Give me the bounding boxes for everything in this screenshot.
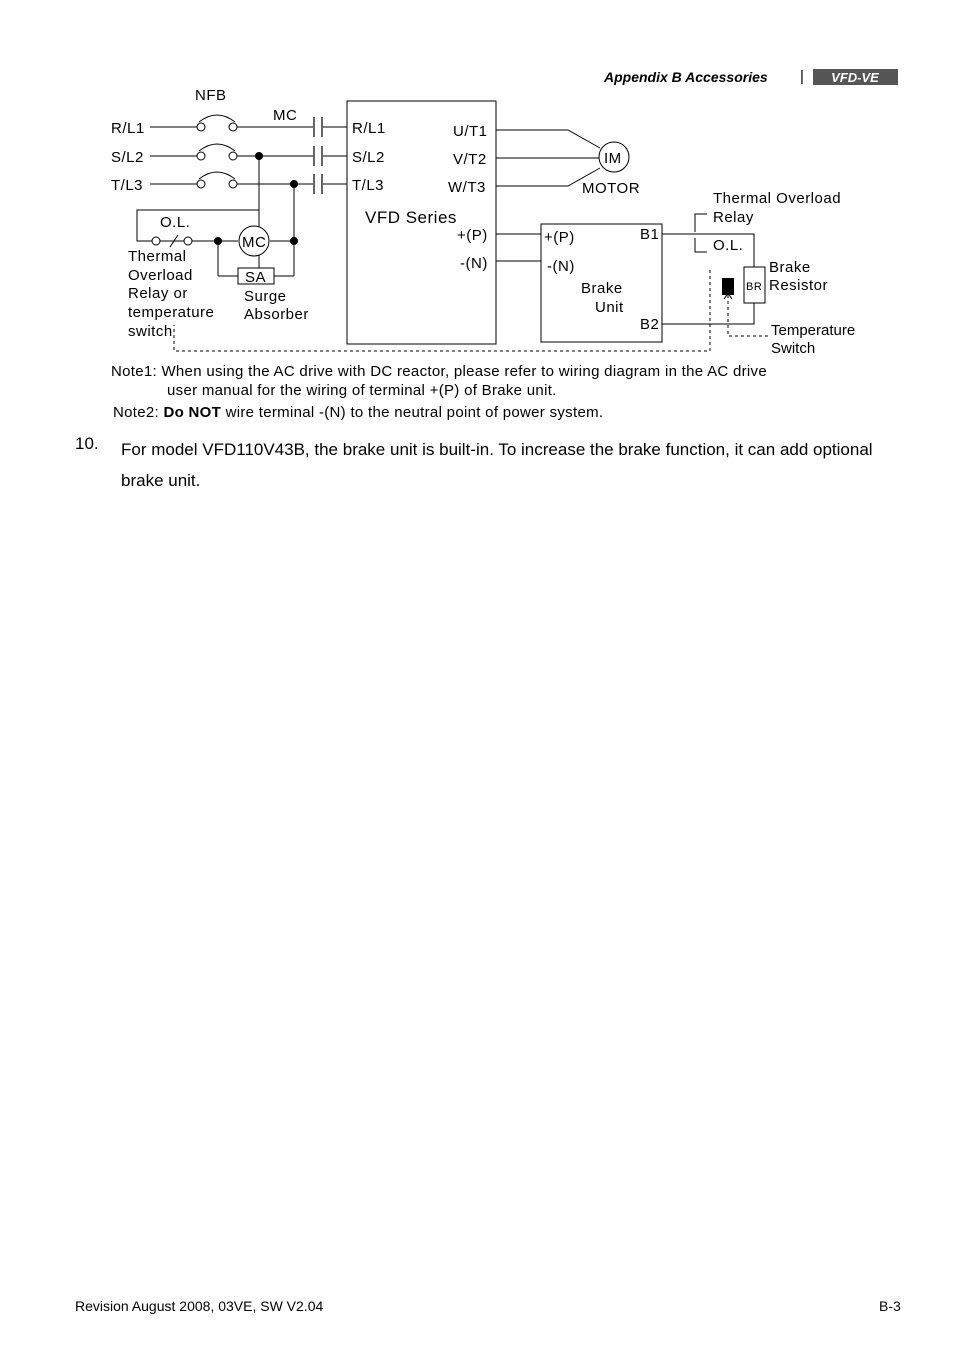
label-ol-right: O.L.	[713, 237, 744, 254]
label-ol-left: O.L.	[160, 214, 191, 231]
label-bu-name-1: Brake	[581, 280, 623, 297]
label-vfd-p: +(P)	[457, 227, 488, 244]
label-vfd-tl3: T/L3	[352, 177, 385, 194]
nfb-breaker	[197, 115, 237, 188]
label-bu-n: -(N)	[547, 258, 575, 275]
label-vfd-rl1: R/L1	[352, 120, 386, 137]
label-nfb: NFB	[195, 87, 227, 104]
label-mc-coil: MC	[242, 234, 267, 251]
label-motor: MOTOR	[582, 180, 641, 197]
label-vfd-sl2: S/L2	[352, 149, 385, 166]
label-thermal-5: switch	[128, 323, 173, 340]
label-br: BR	[746, 281, 763, 293]
label-surge-1: Surge	[244, 288, 287, 305]
label-thermal-2: Overload	[128, 267, 193, 284]
label-vfd-series: VFD Series	[365, 208, 457, 227]
note1-line1: Note1: When using the AC drive with DC reactor, please refer to wiring diagram in the AC drive	[111, 363, 767, 380]
label-bu-b1: B1	[640, 226, 660, 243]
note2	[113, 404, 603, 421]
label-thermal-3: Relay or	[128, 285, 188, 302]
label-sl2-in: S/L2	[111, 149, 144, 166]
label-thermal-1: Thermal	[128, 248, 187, 265]
label-bu-p: +(P)	[544, 229, 575, 246]
header-section-title: Appendix B Accessories	[604, 69, 768, 85]
label-bu-name-2: Unit	[595, 299, 624, 316]
label-sa: SA	[245, 269, 267, 286]
label-mc-top: MC	[273, 107, 298, 124]
label-br-2: Resistor	[769, 277, 829, 294]
item-number: 10.	[75, 434, 99, 453]
note2-prefix: Note2:	[113, 404, 164, 421]
label-vfd-n: -(N)	[460, 255, 488, 272]
label-surge-2: Absorber	[244, 306, 309, 323]
label-tl3-in: T/L3	[111, 177, 144, 194]
label-ts-2: Switch	[771, 340, 816, 357]
note2-rest: wire terminal -(N) to the neutral point of power system.	[221, 404, 604, 421]
footer-page-number: B-3	[879, 1298, 901, 1314]
footer-revision: Revision August 2008, 03VE, SW V2.04	[75, 1298, 324, 1314]
svg-text:VFD-VE: VFD-VE	[831, 70, 879, 85]
note1-line2: user manual for the wiring of terminal +(P) of Brake unit.	[167, 382, 557, 399]
label-br-1: Brake	[769, 259, 811, 276]
label-thermal-4: temperature	[128, 304, 215, 321]
item-text: For model VFD110V43B, the brake unit is built-in. To increase the brake function, it can add optional brake unit.	[121, 440, 873, 490]
note2-bold: Do NOT	[163, 404, 222, 421]
label-im: IM	[604, 150, 622, 167]
label-rl1-in: R/L1	[111, 120, 145, 137]
label-bu-b2: B2	[640, 316, 660, 333]
header-separator: |	[800, 68, 804, 85]
label-vfd-wt3: W/T3	[448, 179, 486, 196]
label-ts-1: Temperature	[771, 322, 856, 339]
label-vfd-ut1: U/T1	[453, 123, 488, 140]
label-vfd-vt2: V/T2	[453, 151, 487, 168]
label-tor-1: Thermal Overload	[713, 190, 842, 207]
label-tor-2: Relay	[713, 209, 754, 226]
mc-contactor	[314, 117, 322, 194]
